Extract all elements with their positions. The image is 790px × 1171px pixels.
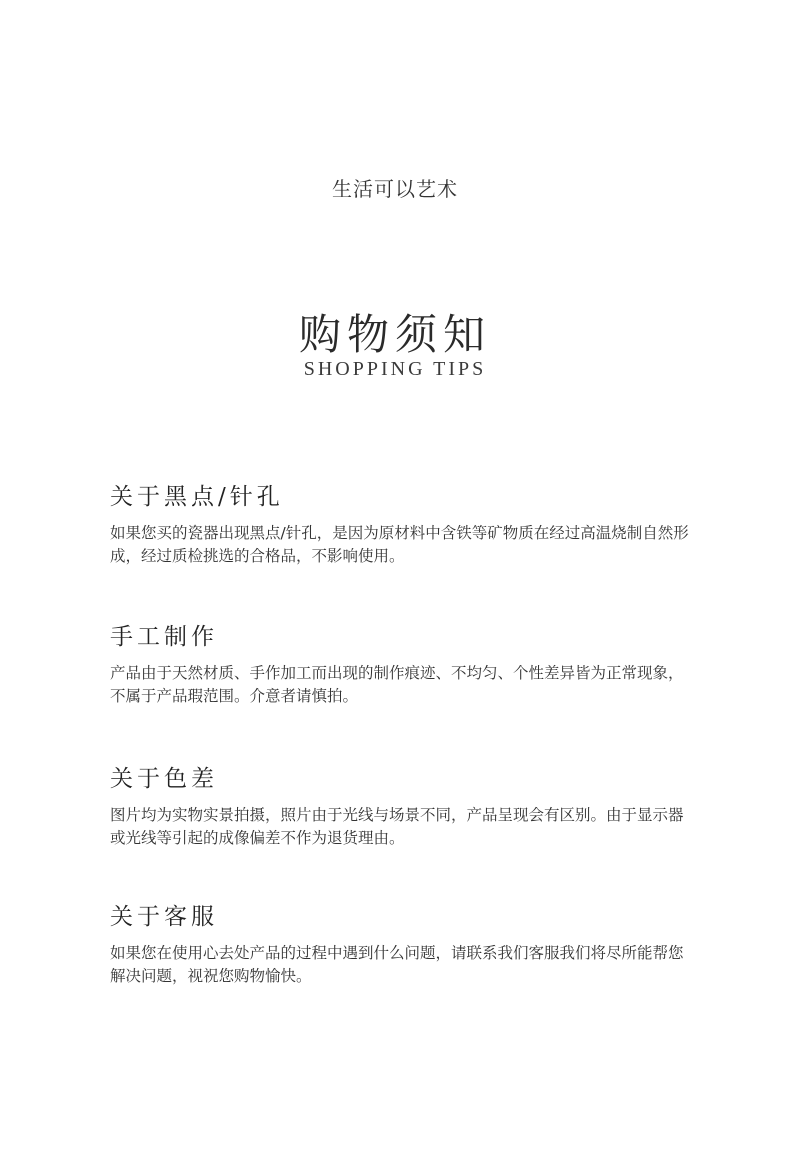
page-subtitle: SHOPPING TIPS [303,358,487,380]
section-heading: 关于黑点/针孔 [110,484,284,510]
section-heading: 关于色差 [110,766,218,792]
section-heading: 手工制作 [110,624,218,650]
section-black-spots [110,482,690,568]
tagline: 生活可以艺术 [332,177,458,201]
section-body: 如果您买的瓷器出现黑点/针孔，是因为原材料中含铁等矿物质在经过高温烧制自然形成，经过质检挑选的合格品，不影响使用。 [110,524,689,565]
section-body: 产品由于天然材质、手作加工而出现的制作痕迹、不均匀、个性差异皆为正常现象，不属于产品瑕范围。介意者请慎拍。 [110,664,684,705]
section-body: 如果您在使用心去处产品的过程中遇到什么问题，请联系我们客服我们将尽所能帮您解决问题，视祝您购物愉快。 [110,944,684,985]
section-heading: 关于客服 [110,904,218,930]
section-color-difference [110,764,690,850]
section-handmade [110,622,690,708]
page-title: 购物须知 [298,310,491,359]
section-body: 图片均为实物实景拍摄，照片由于光线与场景不同，产品呈现会有区别。由于显示器或光线等引起的成像偏差不作为退货理由。 [110,806,684,847]
section-customer-service [110,902,690,988]
